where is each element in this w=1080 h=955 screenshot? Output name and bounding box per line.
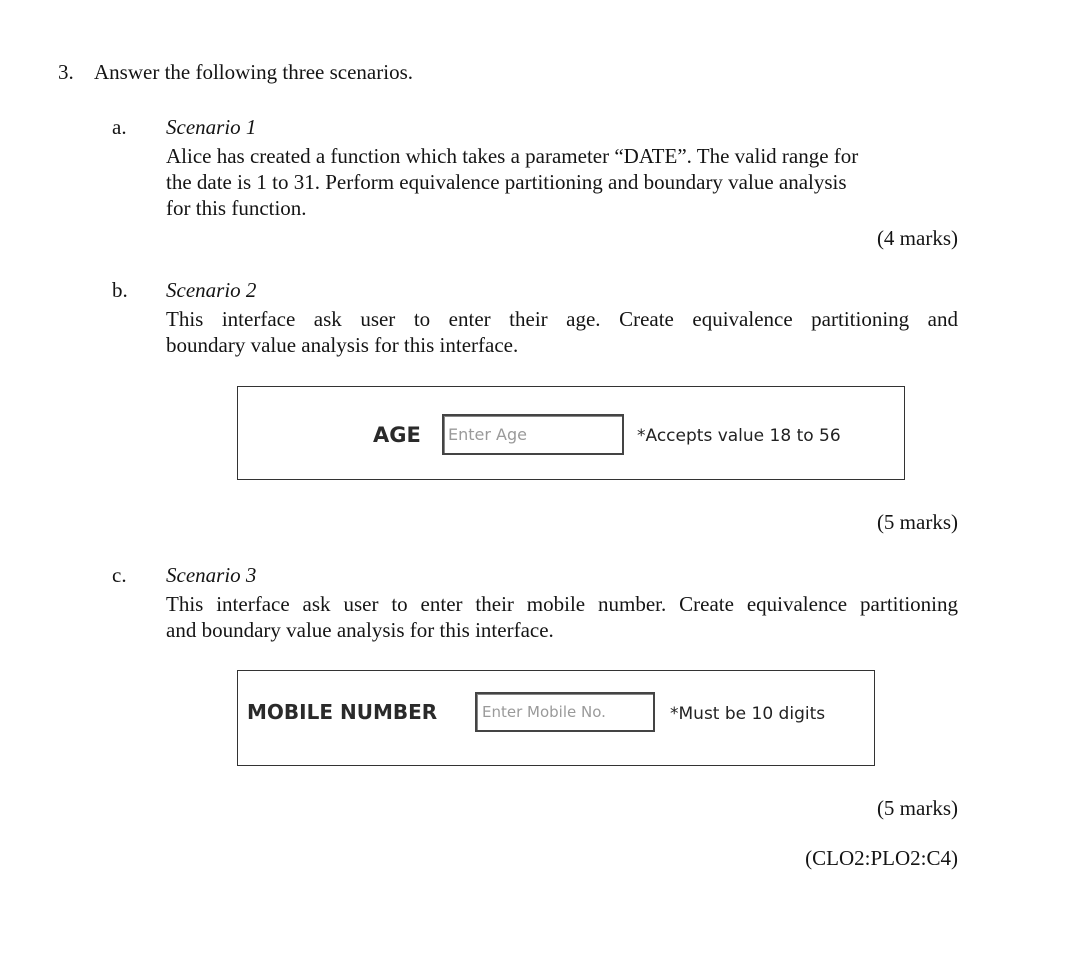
- scenario-b-line: boundary value analysis for this interface.: [166, 333, 519, 357]
- mobile-number-hint: *Must be 10 digits: [670, 704, 826, 724]
- clo-plo-code: (CLO2:PLO2:C4): [805, 846, 958, 870]
- scenario-a-line: for this function.: [166, 196, 307, 220]
- scenario-a-line: Alice has created a function which takes a parameter “DATE”. The valid range for: [166, 144, 859, 168]
- scenario-a-title: Scenario 1: [166, 115, 257, 139]
- mobile-number-label: MOBILE NUMBER: [247, 700, 438, 724]
- scenario-a-body: [166, 143, 958, 221]
- scenario-a-marks: (4 marks): [876, 226, 958, 250]
- age-hint: *Accepts value 18 to 56: [637, 426, 841, 446]
- scenario-a-letter: a.: [112, 115, 127, 139]
- age-label: AGE: [373, 423, 421, 447]
- scenario-a-line: the date is 1 to 31. Perform equivalence partitioning and boundary value analysis: [166, 170, 847, 194]
- age-interface-box: [237, 386, 905, 480]
- scenario-b-title: Scenario 2: [166, 278, 257, 302]
- scenario-c-letter: c.: [112, 563, 127, 587]
- mobile-interface-box: [237, 670, 875, 766]
- scenario-b-body: [166, 306, 958, 358]
- question-text: Answer the following three scenarios.: [94, 60, 413, 84]
- age-input[interactable]: [442, 414, 624, 455]
- mobile-number-input[interactable]: [475, 692, 655, 732]
- question-number: 3.: [58, 60, 74, 84]
- scenario-c-title: Scenario 3: [166, 563, 257, 587]
- scenario-c-line: This interface ask user to enter their mobile number. Create equivalence partitioning: [166, 592, 958, 616]
- scenario-b-marks: (5 marks): [876, 510, 958, 534]
- scenario-c-body: [166, 591, 958, 643]
- scenario-b-line: This interface ask user to enter their age. Create equivalence partitioning and: [166, 307, 958, 331]
- scenario-c-marks: (5 marks): [876, 796, 958, 820]
- scenario-b-letter: b.: [112, 278, 128, 302]
- scenario-c-line: and boundary value analysis for this interface.: [166, 618, 554, 642]
